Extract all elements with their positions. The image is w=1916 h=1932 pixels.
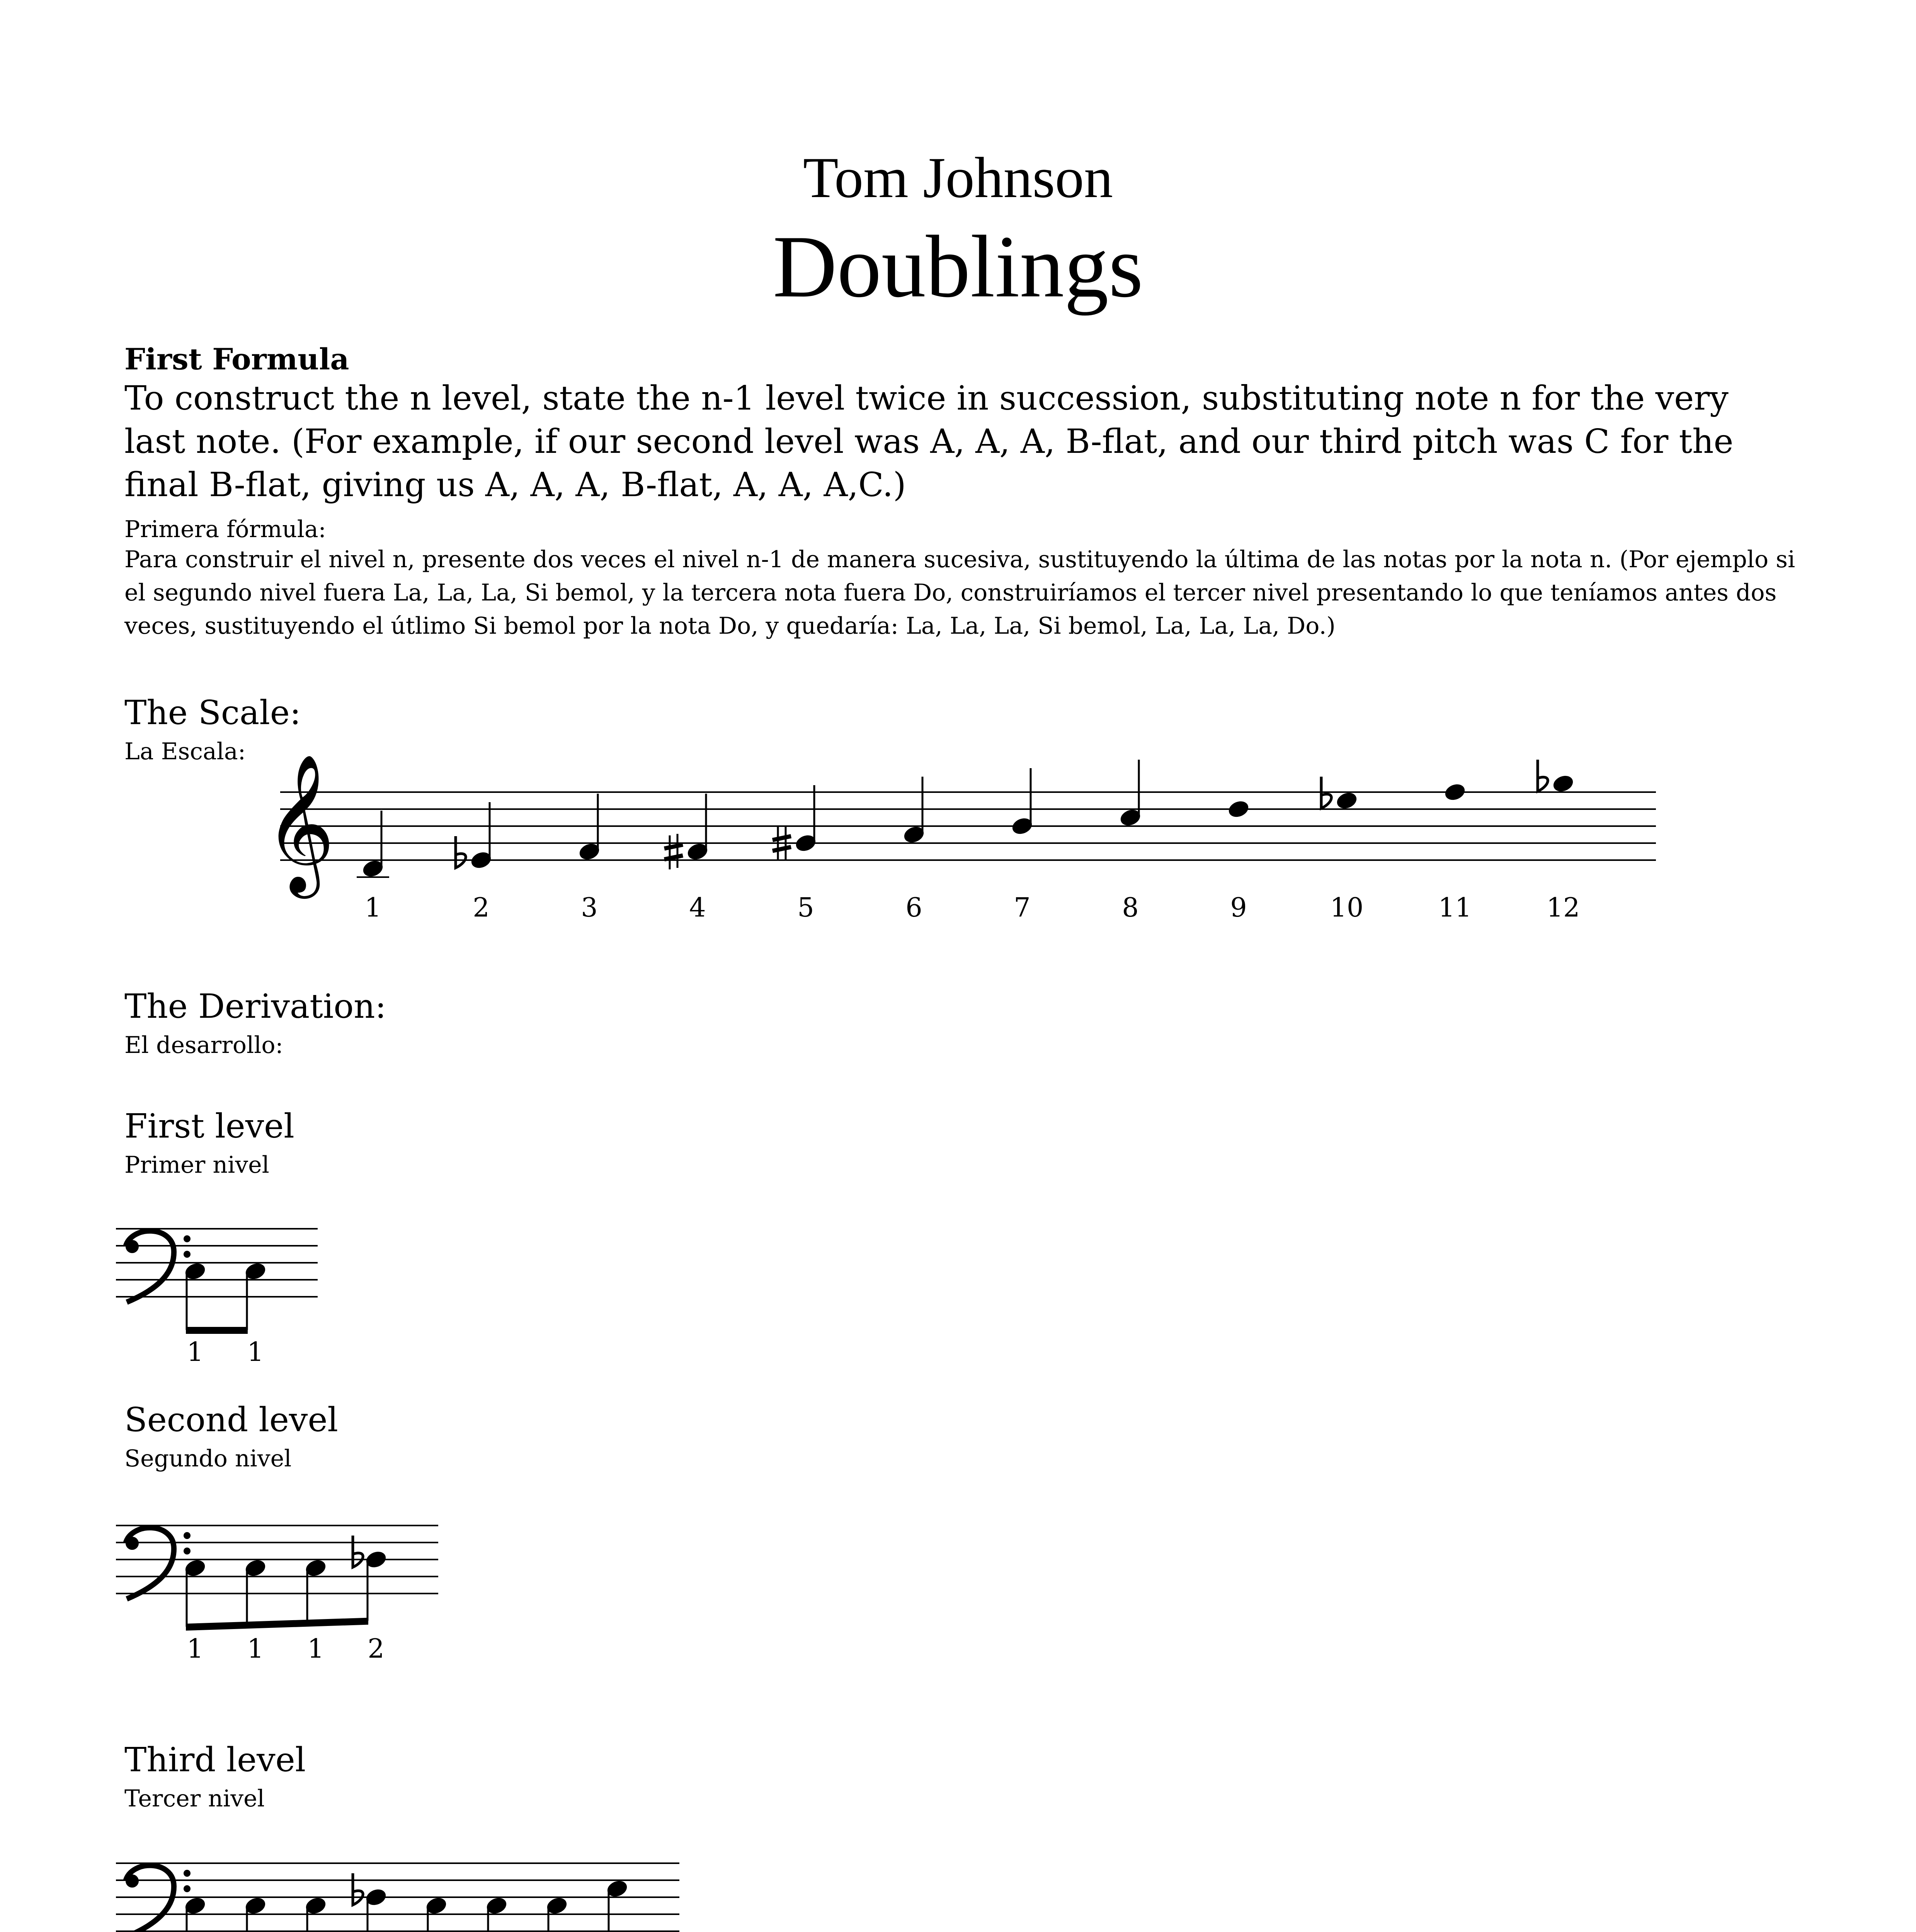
derivation-heading-spanish: El desarrollo: xyxy=(124,1032,283,1059)
derivation-heading: The Derivation: xyxy=(124,987,386,1026)
scale-degree-number: 1 xyxy=(364,893,381,923)
treble-clef-icon: 𝄞 xyxy=(264,753,335,893)
bass-clef-dot xyxy=(184,1532,191,1539)
scale-degree-number: 10 xyxy=(1330,893,1364,923)
bass-clef-icon xyxy=(126,1874,139,1888)
scale-degree-number: 5 xyxy=(797,893,814,923)
scale-degree-number: 9 xyxy=(1230,893,1247,923)
note-head xyxy=(1227,799,1251,820)
sharp-bar xyxy=(773,836,791,840)
level-3-title-spanish: Tercer nivel xyxy=(124,1785,265,1812)
scale-degree-number: 3 xyxy=(581,893,598,923)
bass-clef-dot xyxy=(184,1885,191,1892)
flat-sign xyxy=(353,1873,363,1905)
note-beam xyxy=(186,1618,368,1631)
sharp-sign xyxy=(664,834,683,869)
scale-degree-number: 8 xyxy=(1122,893,1139,923)
scale-heading-spanish: La Escala: xyxy=(124,738,246,765)
formula-heading: First Formula xyxy=(124,342,349,376)
note-head xyxy=(1443,782,1467,803)
bass-clef-dot xyxy=(184,1251,191,1258)
scale-degree-number: 2 xyxy=(368,1634,385,1664)
scale-degree-number: 1 xyxy=(187,1337,204,1367)
scale-degree-number: 1 xyxy=(247,1634,264,1664)
scale-heading: The Scale: xyxy=(124,694,301,732)
scale-degree-number: 12 xyxy=(1546,893,1580,923)
formula-text-spanish: Para construir el nivel n, presente dos veces el nivel n-1 de manera sucesiva, sustituyendo la última de las notas por la nota n. (Por ejemplo si el segundo nivel fuera La, La, La, Si bemol, y la tercera nota fuera Do, construiríamos el tercer nivel presentando lo que teníamos antes dos veces, sustituyendo el útlimo Si bemol por la nota Do, y quedaría: La, La, La, Si bemol, La, La, La, Do.) xyxy=(124,546,1795,639)
level-2-title-spanish: Segundo nivel xyxy=(124,1445,292,1472)
sharp-bar xyxy=(773,847,791,851)
note-head xyxy=(1335,790,1359,811)
scale-degree-number: 7 xyxy=(1014,893,1031,923)
scale-staff xyxy=(0,753,1916,947)
bass-clef-dot xyxy=(184,1235,191,1242)
level-1-staff xyxy=(0,1209,1916,1376)
bass-clef-dot xyxy=(184,1548,191,1554)
scale-degree-number: 1 xyxy=(247,1337,264,1367)
level-2-title: Second level xyxy=(124,1401,338,1439)
level-1-title-spanish: Primer nivel xyxy=(124,1151,269,1179)
composer-name: Tom Johnson xyxy=(803,146,1113,210)
sharp-bar xyxy=(664,855,683,859)
scale-degree-number: 1 xyxy=(187,1634,204,1664)
bass-clef-dot xyxy=(184,1870,191,1877)
scale-degree-number: 2 xyxy=(473,893,490,923)
piece-title: Doublings xyxy=(773,217,1143,316)
flat-sign xyxy=(353,1536,363,1567)
level-1-title: First level xyxy=(124,1107,294,1146)
level-3-title: Third level xyxy=(124,1741,306,1779)
note-head xyxy=(1551,773,1575,794)
sharp-bar xyxy=(664,845,683,849)
scale-degree-number: 4 xyxy=(689,893,706,923)
level-2-staff xyxy=(0,1506,1916,1672)
formula-text-english: To construct the n level, state the n-1 level twice in succession, substituting note n for the very last note. (For example, if our second level was A, A, A, B-flat, and our third pitch was C for the final B-flat, giving us A, A, A, B-flat, A, A, A,C.) xyxy=(124,379,1734,504)
scale-degree-number: 1 xyxy=(307,1634,324,1664)
level-3-staff xyxy=(0,1844,1916,1932)
note-beam xyxy=(186,1327,248,1334)
bass-clef-icon xyxy=(126,1537,139,1550)
flat-sign xyxy=(456,836,466,868)
flat-sign xyxy=(1538,760,1548,791)
scale-degree-number: 11 xyxy=(1438,893,1472,923)
scale-degree-number: 6 xyxy=(905,893,922,923)
bass-clef-icon xyxy=(126,1240,139,1253)
formula-heading-spanish: Primera fórmula: xyxy=(124,516,326,543)
